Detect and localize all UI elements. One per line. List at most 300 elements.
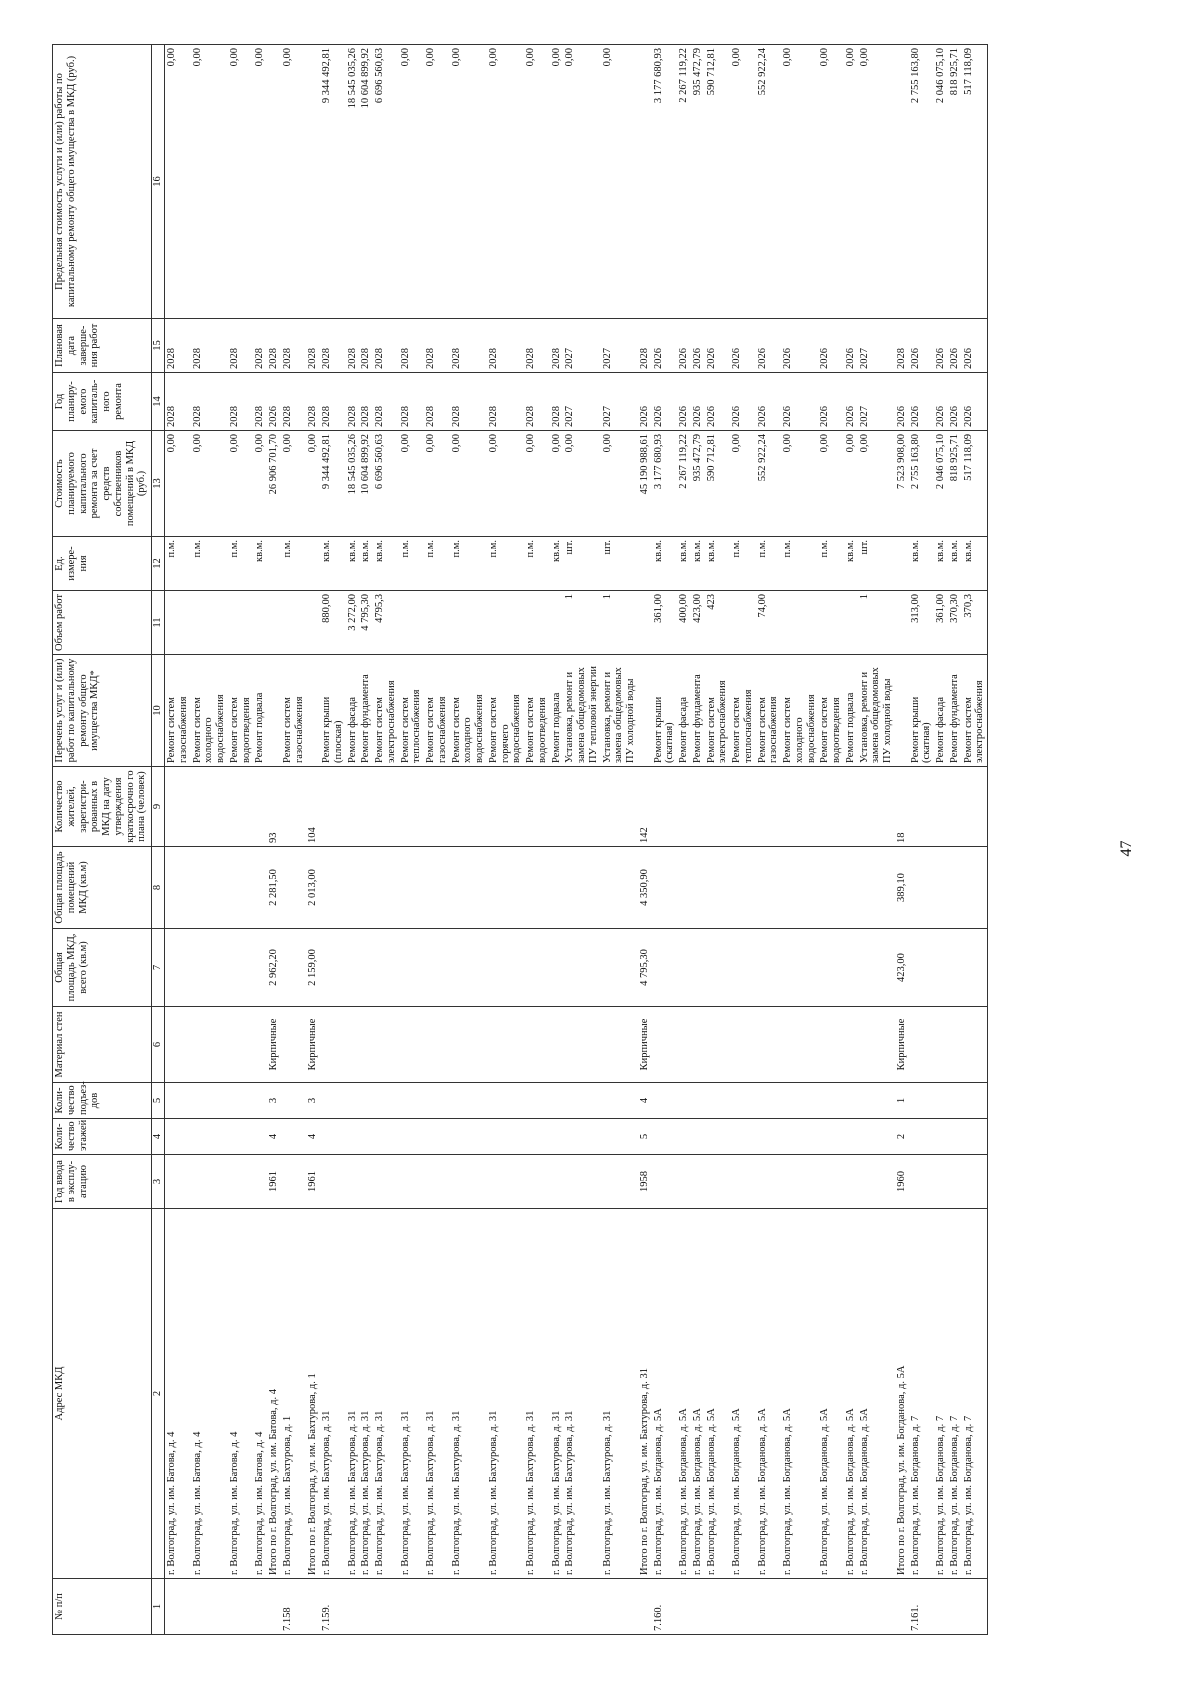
table-cell (705, 1083, 731, 1119)
table-cell (191, 847, 228, 929)
column-header: Общая площадь помещений МКД (кв.м) (53, 847, 152, 929)
table-cell (346, 847, 360, 929)
table-cell: г. Волгоград, ул. им. Богданова, д. 7 (909, 1209, 935, 1579)
table-cell: г. Волгоград, ул. им. Богданова, д. 5А (730, 1209, 756, 1579)
table-cell: 2028 (524, 319, 550, 373)
table-cell (858, 1083, 895, 1119)
table-cell: 2 281,50 (267, 847, 281, 929)
table-cell: 0,00 (450, 45, 487, 319)
table-cell (320, 1119, 346, 1155)
table-cell (691, 1007, 705, 1083)
table-cell (359, 1007, 373, 1083)
table-cell (346, 929, 360, 1007)
table-cell (756, 767, 782, 847)
table-cell: кв.м. (844, 537, 858, 591)
table-cell: 2028 (424, 319, 450, 373)
table-cell: 2026 (652, 319, 678, 373)
table-row (359, 45, 373, 1635)
table-cell: п.м. (191, 537, 228, 591)
table-cell: Установка, ремонт и замена общедомовых ПУ холодной воды (858, 655, 895, 767)
table-cell: 2 755 163,80 (909, 45, 935, 319)
table-cell (165, 1579, 191, 1635)
table-cell: кв.м. (705, 537, 731, 591)
table-cell: 2026 (730, 373, 756, 431)
table-cell (399, 847, 425, 929)
table-cell: 2028 (267, 319, 281, 373)
table-cell (844, 1007, 858, 1083)
table-cell (228, 1119, 254, 1155)
table-cell (281, 767, 307, 847)
table-cell (781, 929, 818, 1007)
table-cell: кв.м. (962, 537, 988, 591)
table-cell (563, 1083, 600, 1119)
table-cell: 0,00 (306, 431, 320, 537)
table-cell: Ремонт систем электроснабжения (962, 655, 988, 767)
table-cell (487, 847, 524, 929)
column-number: 5 (152, 1083, 165, 1119)
table-cell (601, 1007, 638, 1083)
table-cell (253, 1083, 267, 1119)
table-cell (652, 847, 678, 929)
table-cell (228, 591, 254, 655)
table-cell (253, 847, 267, 929)
table-cell (373, 767, 399, 847)
table-cell: г. Волгоград, ул. им. Богданова, д. 7 (934, 1209, 948, 1579)
table-cell: 2026 (691, 373, 705, 431)
table-cell (601, 929, 638, 1007)
table-cell (267, 45, 281, 319)
table-cell: Итого по г. Волгоград, ул. им. Бахтурова, д. 31 (638, 1209, 652, 1579)
table-cell (948, 1083, 962, 1119)
table-cell: Кирпичные (895, 1007, 909, 1083)
table-cell (306, 45, 320, 319)
table-cell: г. Волгоград, ул. им. Богданова, д. 5А (677, 1209, 691, 1579)
table-cell (424, 1083, 450, 1119)
table-cell (524, 929, 550, 1007)
table-cell: кв.м. (320, 537, 346, 591)
table-body (165, 45, 988, 1635)
table-cell: 2 (895, 1119, 909, 1155)
table-cell (399, 767, 425, 847)
table-cell (858, 847, 895, 929)
capital-repair-register-table (52, 44, 988, 1635)
table-cell (895, 655, 909, 767)
table-cell (962, 1007, 988, 1083)
column-header: Предельная стоимость услуги и (или) работы по капитальному ремонту общего имущества в МКД (руб.) (53, 45, 152, 319)
table-cell: 9 344 492,81 (320, 431, 346, 537)
table-cell (691, 767, 705, 847)
table-cell (652, 1155, 678, 1209)
table-cell: 104 (306, 767, 320, 847)
table-cell (756, 1119, 782, 1155)
table-cell (191, 1119, 228, 1155)
table-cell (550, 591, 564, 655)
table-cell (705, 1579, 731, 1635)
table-cell: кв.м. (550, 537, 564, 591)
total-row (895, 45, 909, 1635)
table-cell (652, 1119, 678, 1155)
table-row (399, 45, 425, 1635)
table-cell (399, 1119, 425, 1155)
table-cell: г. Волгоград, ул. им. Батова, д. 4 (228, 1209, 254, 1579)
table-row (373, 45, 399, 1635)
table-cell: 7.159. (320, 1579, 346, 1635)
table-cell: 2026 (267, 373, 281, 431)
column-header: Коли-чество подъез-дов (53, 1083, 152, 1119)
table-cell (550, 1579, 564, 1635)
table-cell: 2028 (346, 319, 360, 373)
table-cell (424, 767, 450, 847)
table-cell: 18 545 035,26 (346, 45, 360, 319)
table-cell: 142 (638, 767, 652, 847)
table-cell: 0,00 (730, 45, 756, 319)
table-cell: Ремонт систем газоснабжения (281, 655, 307, 767)
table-cell (550, 1119, 564, 1155)
table-row (781, 45, 818, 1635)
table-cell: 590 712,81 (705, 431, 731, 537)
table-cell (424, 591, 450, 655)
table-cell: Ремонт систем теплоснабжения (730, 655, 756, 767)
table-cell: Ремонт систем газоснабжения (756, 655, 782, 767)
column-number: 15 (152, 319, 165, 373)
table-cell: п.м. (818, 537, 844, 591)
table-cell: г. Волгоград, ул. им. Батова, д. 4 (191, 1209, 228, 1579)
table-cell (165, 929, 191, 1007)
table-cell (909, 1119, 935, 1155)
table-cell: г. Волгоград, ул. им. Бахтурова, д. 31 (524, 1209, 550, 1579)
table-cell (818, 1083, 844, 1119)
table-cell: 2026 (677, 373, 691, 431)
table-cell: 0,00 (601, 45, 638, 319)
table-cell: 2026 (781, 373, 818, 431)
table-cell: Ремонт крыши (скатная) (652, 655, 678, 767)
table-cell: г. Волгоград, ул. им. Богданова, д. 5А (781, 1209, 818, 1579)
table-cell (756, 1007, 782, 1083)
table-row (705, 45, 731, 1635)
table-cell (563, 1155, 600, 1209)
table-cell (281, 929, 307, 1007)
table-cell: 2026 (638, 373, 652, 431)
table-cell (844, 847, 858, 929)
table-cell (373, 847, 399, 929)
table-cell: 2028 (165, 373, 191, 431)
table-cell (934, 767, 948, 847)
table-cell (730, 847, 756, 929)
table-cell (399, 1083, 425, 1119)
table-cell: 935 472,79 (691, 45, 705, 319)
table-cell: 0,00 (730, 431, 756, 537)
table-cell: 2028 (487, 373, 524, 431)
column-header: Ед. измере-ния (53, 537, 152, 591)
table-cell (858, 1579, 895, 1635)
table-cell (191, 767, 228, 847)
table-cell (563, 1007, 600, 1083)
table-cell (165, 1119, 191, 1155)
table-cell: Ремонт подвала (550, 655, 564, 767)
column-number: 8 (152, 847, 165, 929)
table-cell: 2 962,20 (267, 929, 281, 1007)
table-cell (487, 1155, 524, 1209)
table-cell: 2028 (550, 373, 564, 431)
table-cell: 7.158 (281, 1579, 307, 1635)
table-cell (756, 1579, 782, 1635)
table-cell: 0,00 (524, 431, 550, 537)
table-cell: 2026 (705, 319, 731, 373)
table-row (228, 45, 254, 1635)
table-cell: 0,00 (858, 45, 895, 319)
table-cell: 0,00 (781, 431, 818, 537)
table-cell: г. Волгоград, ул. им. Бахтурова, д. 31 (450, 1209, 487, 1579)
table-cell: Ремонт фундамента (691, 655, 705, 767)
table-row (346, 45, 360, 1635)
table-cell: 2028 (487, 319, 524, 373)
column-header: Коли-чество этажей (53, 1119, 152, 1155)
table-cell (691, 1579, 705, 1635)
table-cell: 4795,3 (373, 591, 399, 655)
table-cell (638, 655, 652, 767)
table-cell: 2026 (730, 319, 756, 373)
table-cell (320, 1007, 346, 1083)
table-cell (267, 591, 281, 655)
table-cell: г. Волгоград, ул. им. Бахтурова, д. 31 (424, 1209, 450, 1579)
table-cell (346, 1083, 360, 1119)
table-cell: 2028 (450, 373, 487, 431)
table-cell (730, 1007, 756, 1083)
table-cell (191, 591, 228, 655)
table-cell: п.м. (281, 537, 307, 591)
table-cell: 0,00 (253, 45, 267, 319)
table-cell (858, 1007, 895, 1083)
table-cell: 2026 (962, 319, 988, 373)
table-cell (934, 847, 948, 929)
table-cell (705, 767, 731, 847)
table-cell (228, 1007, 254, 1083)
table-cell: г. Волгоград, ул. им. Бахтурова, д. 31 (563, 1209, 600, 1579)
table-cell (165, 1083, 191, 1119)
table-cell (346, 1579, 360, 1635)
table-cell (191, 1579, 228, 1635)
table-cell (550, 847, 564, 929)
table-cell: 2 046 075,10 (934, 45, 948, 319)
table-cell (756, 847, 782, 929)
total-row (638, 45, 652, 1635)
table-cell: 2028 (373, 319, 399, 373)
table-cell: 2026 (818, 373, 844, 431)
table-cell (756, 1083, 782, 1119)
table-cell: 2028 (306, 319, 320, 373)
table-cell: г. Волгоград, ул. им. Бахтурова, д. 1 (281, 1209, 307, 1579)
table-cell: 0,00 (487, 45, 524, 319)
table-cell: 423,00 (691, 591, 705, 655)
table-cell (934, 1083, 948, 1119)
table-cell (524, 1007, 550, 1083)
table-cell (524, 1155, 550, 1209)
table-cell: 0,00 (524, 45, 550, 319)
table-cell (165, 591, 191, 655)
table-cell (705, 1155, 731, 1209)
table-cell: 2026 (781, 319, 818, 373)
table-cell (818, 1579, 844, 1635)
table-cell: 2026 (756, 319, 782, 373)
table-cell (281, 1007, 307, 1083)
table-cell: Установка, ремонт и замена общедомовых ПУ холодной воды (601, 655, 638, 767)
table-cell (399, 929, 425, 1007)
table-cell (487, 1007, 524, 1083)
table-cell: 0,00 (550, 45, 564, 319)
table-cell: 2026 (652, 373, 678, 431)
column-number: 4 (152, 1119, 165, 1155)
table-cell (267, 655, 281, 767)
table-cell (691, 1083, 705, 1119)
table-cell (487, 1083, 524, 1119)
table-cell: 2026 (844, 319, 858, 373)
table-cell (844, 929, 858, 1007)
table-cell (563, 847, 600, 929)
table-cell: г. Волгоград, ул. им. Бахтурова, д. 31 (550, 1209, 564, 1579)
table-cell (756, 929, 782, 1007)
table-cell (359, 1579, 373, 1635)
table-cell (909, 1007, 935, 1083)
column-number: 16 (152, 45, 165, 319)
column-number: 11 (152, 591, 165, 655)
table-cell (934, 1119, 948, 1155)
table-cell: 6 696 560,63 (373, 45, 399, 319)
table-cell (450, 1119, 487, 1155)
table-cell: 2028 (399, 373, 425, 431)
table-cell: 18 545 035,26 (346, 431, 360, 537)
table-cell: Ремонт систем электроснабжения (705, 655, 731, 767)
table-cell: 2028 (253, 373, 267, 431)
table-cell: г. Волгоград, ул. им. Бахтурова, д. 31 (346, 1209, 360, 1579)
table-cell (359, 767, 373, 847)
column-header: Плановая дата заверше-ния работ (53, 319, 152, 373)
table-cell: 2026 (948, 373, 962, 431)
table-cell: 45 190 988,61 (638, 431, 652, 537)
table-cell: г. Волгоград, ул. им. Бахтурова, д. 31 (601, 1209, 638, 1579)
table-cell: п.м. (424, 537, 450, 591)
table-cell: Ремонт крыши (плоская) (320, 655, 346, 767)
table-cell: Кирпичные (306, 1007, 320, 1083)
table-cell: 2028 (253, 319, 267, 373)
table-cell: 3 (267, 1083, 281, 1119)
table-cell: п.м. (524, 537, 550, 591)
table-cell: 5 (638, 1119, 652, 1155)
table-cell: п.м. (487, 537, 524, 591)
table-cell: 0,00 (844, 45, 858, 319)
table-cell: 0,00 (487, 431, 524, 537)
table-row (424, 45, 450, 1635)
table-cell: г. Волгоград, ул. им. Богданова, д. 7 (962, 1209, 988, 1579)
table-cell: г. Волгоград, ул. им. Богданова, д. 5А (705, 1209, 731, 1579)
table-cell: Ремонт систем теплоснабжения (399, 655, 425, 767)
table-cell: Ремонт крыши (скатная) (909, 655, 935, 767)
table-cell (450, 1155, 487, 1209)
table-cell: 2 046 075,10 (934, 431, 948, 537)
table-cell: 0,00 (781, 45, 818, 319)
table-cell (191, 1155, 228, 1209)
table-cell (601, 1579, 638, 1635)
column-header: Количество жителей, зарегистри-рованных в МКД на дату утверждения краткосрочно го плана (человек) (53, 767, 152, 847)
table-cell (858, 767, 895, 847)
table-row (563, 45, 600, 1635)
table-cell: п.м. (450, 537, 487, 591)
table-cell: 2028 (550, 319, 564, 373)
table-cell (373, 1007, 399, 1083)
column-number: 7 (152, 929, 165, 1007)
table-cell: Ремонт подвала (253, 655, 267, 767)
table-cell (228, 847, 254, 929)
table-cell (320, 1155, 346, 1209)
table-cell (563, 767, 600, 847)
table-cell (844, 1119, 858, 1155)
table-cell: 423,00 (895, 929, 909, 1007)
table-cell: 0,00 (450, 431, 487, 537)
table-cell: 2028 (346, 373, 360, 431)
table-cell (652, 1007, 678, 1083)
table-cell: 2028 (450, 319, 487, 373)
table-row (934, 45, 948, 1635)
table-cell: 1 (858, 591, 895, 655)
header-row (53, 45, 152, 1635)
table-cell: п.м. (228, 537, 254, 591)
table-cell: кв.м. (652, 537, 678, 591)
column-number-row (152, 45, 165, 1635)
table-cell (306, 537, 320, 591)
table-row (818, 45, 844, 1635)
table-cell: 2027 (601, 319, 638, 373)
table-cell: 0,00 (399, 431, 425, 537)
table-cell (320, 1083, 346, 1119)
page-number: 47 (1118, 840, 1135, 857)
table-cell (359, 929, 373, 1007)
table-cell (677, 1119, 691, 1155)
table-cell: г. Волгоград, ул. им. Богданова, д. 7 (948, 1209, 962, 1579)
table-cell (691, 847, 705, 929)
table-cell (909, 929, 935, 1007)
table-cell (781, 1083, 818, 1119)
table-cell (281, 847, 307, 929)
table-cell (450, 1579, 487, 1635)
table-cell: 2027 (563, 373, 600, 431)
table-cell (306, 655, 320, 767)
table-cell: Ремонт систем водоотведения (228, 655, 254, 767)
table-cell: 0,00 (424, 45, 450, 319)
table-cell: 2027 (563, 319, 600, 373)
table-cell (948, 767, 962, 847)
table-cell: 2028 (281, 373, 307, 431)
table-cell (730, 929, 756, 1007)
table-cell (253, 767, 267, 847)
column-number: 14 (152, 373, 165, 431)
table-cell: 4 795,30 (359, 591, 373, 655)
column-number: 12 (152, 537, 165, 591)
table-cell (524, 1579, 550, 1635)
table-row (253, 45, 267, 1635)
table-cell: 2026 (677, 319, 691, 373)
table-cell: г. Волгоград, ул. им. Бахтурова, д. 31 (399, 1209, 425, 1579)
table-cell (191, 1083, 228, 1119)
column-number: 13 (152, 431, 165, 537)
table-cell (638, 591, 652, 655)
table-cell (450, 1083, 487, 1119)
column-header: Адрес МКД (53, 1209, 152, 1579)
table-cell: 2 013,00 (306, 847, 320, 929)
table-cell: 1961 (267, 1155, 281, 1209)
table-cell (373, 1083, 399, 1119)
table-cell (450, 591, 487, 655)
table-cell (638, 537, 652, 591)
table-cell: 2026 (948, 319, 962, 373)
